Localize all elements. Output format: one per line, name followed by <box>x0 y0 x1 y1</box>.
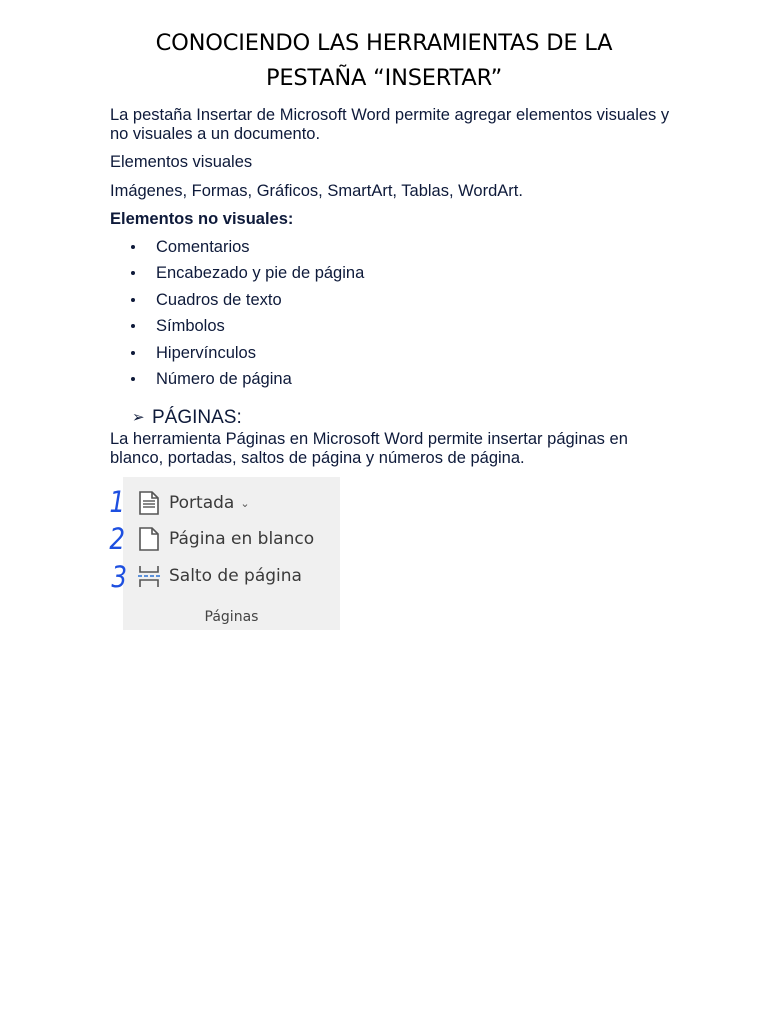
nonvisual-heading: Elementos no visuales: <box>110 210 294 228</box>
bullet-icon <box>131 271 135 275</box>
arrow-bullet-icon: ➢ <box>132 409 145 426</box>
blank-page-button[interactable] <box>137 526 314 552</box>
cover-page-button[interactable] <box>137 490 250 516</box>
chevron-down-icon[interactable]: ⌄ <box>240 496 250 510</box>
list-item-label: Hipervínculos <box>156 343 256 362</box>
list-item-label: Símbolos <box>156 317 225 336</box>
page-break-button[interactable] <box>137 563 302 589</box>
list-item <box>110 289 610 315</box>
section-heading <box>132 406 242 430</box>
title-line-1: CONOCIENDO LAS HERRAMIENTAS DE LA <box>155 30 613 56</box>
annotation-number-3: 3 <box>111 560 128 594</box>
nonvisual-list <box>110 236 610 394</box>
list-item <box>110 315 610 341</box>
visual-heading: Elementos visuales <box>110 153 253 171</box>
title-line-2: PESTAÑA “INSERTAR” <box>265 65 503 91</box>
bullet-icon <box>131 298 135 302</box>
document-title <box>110 26 658 96</box>
list-item <box>110 262 610 288</box>
intro-paragraph: La pestaña Insertar de Microsoft Word permite agregar elementos visuales y no visuales a un documento. <box>110 106 670 143</box>
annotation-number-2: 2 <box>109 522 126 556</box>
blank-page-label: Página en blanco <box>169 529 315 549</box>
list-item <box>110 236 610 262</box>
list-item-label: Encabezado y pie de página <box>156 264 365 283</box>
ribbon-group-label: Páginas <box>204 609 259 625</box>
visual-list: Imágenes, Formas, Gráficos, SmartArt, Tablas, WordArt. <box>110 182 523 200</box>
cover-page-label: Portada <box>169 493 235 513</box>
blank-page-icon <box>137 526 161 552</box>
page-break-icon <box>137 563 161 589</box>
list-item-label: Comentarios <box>156 238 250 256</box>
list-item-label: Número de página <box>156 369 292 388</box>
cover-page-icon <box>137 490 161 516</box>
annotation-number-1: 1 <box>109 485 126 519</box>
section-description: La herramienta Páginas en Microsoft Word permite insertar páginas en blanco, portadas, saltos de página y números de página. <box>110 430 628 467</box>
bullet-icon <box>131 377 135 381</box>
bullet-icon <box>131 351 135 355</box>
list-item-label: Cuadros de texto <box>156 290 282 309</box>
bullet-icon <box>131 245 135 249</box>
section-heading-text: PÁGINAS: <box>152 407 242 428</box>
page-break-label: Salto de página <box>169 566 302 586</box>
bullet-icon <box>131 324 135 328</box>
list-item <box>110 368 610 394</box>
list-item <box>110 342 610 368</box>
ribbon-group-paginas <box>123 477 340 630</box>
